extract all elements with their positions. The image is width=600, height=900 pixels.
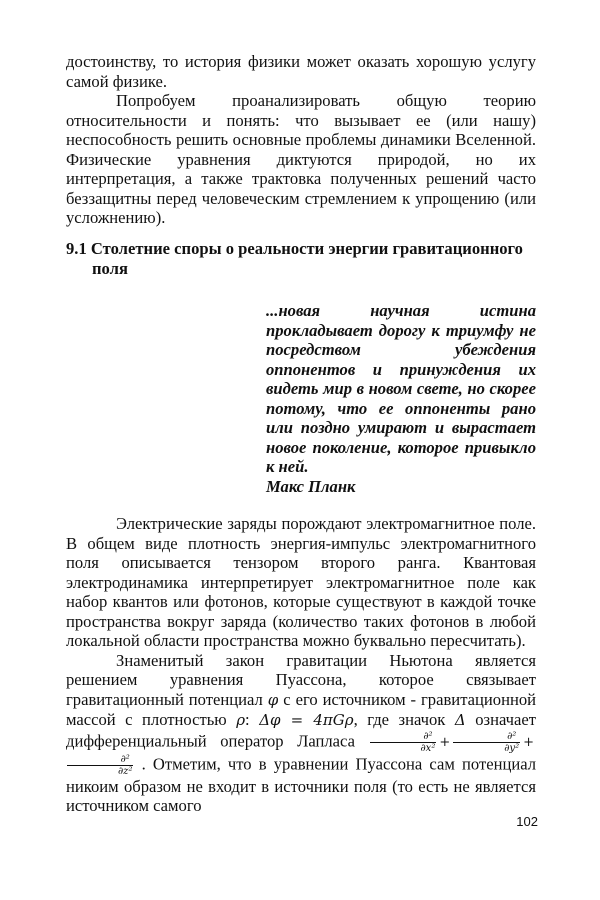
body-text-block: [66, 514, 536, 816]
text-colon: :: [245, 710, 250, 729]
paragraph-newton-poisson: [66, 651, 536, 816]
plus-sign: +: [439, 734, 451, 750]
section-title-line2: поля: [92, 258, 128, 278]
fraction-numerator: ∂²: [370, 731, 437, 743]
section-title-line1: Столетние споры о реальности энергии гравитационного: [90, 239, 523, 258]
symbol-phi: φ: [267, 690, 279, 709]
epigraph-quote: ...новая научная истина прокладывает дорогу к триумфу не посредством убеждения оппонентов и принуждения их видеть мир в новом свете, но скорее потому, что ее оппоненты рано или поздно умирают и вырастает новое поколение, которое привыкло к ней.: [266, 301, 536, 476]
fraction-numerator: ∂²: [453, 731, 520, 743]
poisson-equation: Δφ = 4πGρ: [259, 711, 354, 729]
fraction-d2-dx2: [370, 731, 437, 754]
fraction-denominator: ∂x²: [420, 742, 436, 754]
text-source-mass: с его источником - гравитационной массой с плотностью: [66, 689, 537, 729]
paragraph-continuation: достоинству, то история физики может оказать хорошую услугу самой физике.: [66, 52, 536, 91]
fraction-d2-dz2: [67, 754, 133, 777]
plus-sign: +: [523, 734, 534, 750]
epigraph: [266, 301, 536, 496]
fraction-d2-dy2: [453, 731, 520, 754]
text-laplace-operator: означает дифференциальный оператор Лапласа: [66, 710, 536, 750]
symbol-delta: Δ: [454, 711, 466, 729]
page-number: 102: [516, 814, 538, 829]
paragraph-electric-charges: Электрические заряды порождают электромагнитное поле. В общем виде плотность энергия-импульс электромагнитного поля описывается тензором второго ранга. Квантовая электродинамика интерпретирует электромагнитное поле как набор квантов или фотонов, которые существуют в каждой точке пространства вокруг заряда (количество таких фотонов в любой локальной области пространства можно буквально пересчитать).: [66, 514, 536, 650]
section-number: 9.1: [66, 239, 87, 258]
fraction-numerator: ∂²: [67, 754, 133, 766]
epigraph-author: Макс Планк: [266, 476, 356, 496]
section-heading: [66, 239, 536, 278]
text-note-poisson: . Отметим, что в уравнении Пуассона сам потенциал никоим образом не входит в источники поля (то есть не является источником самого: [66, 753, 536, 815]
fraction-denominator: ∂y²: [504, 742, 520, 754]
text-newton-law: Знаменитый закон гравитации Ньютона является решением уравнения Пуассона, которое связывает гравитационный потенциал: [66, 650, 536, 709]
text-where-symbol: , где значок: [353, 710, 446, 729]
paragraph-general-relativity: Попробуем проанализировать общую теорию относительности и понять: что вызывает ее (или нашу) неспособность решить основные проблемы динамики Вселенной. Физические уравнения диктуются природой, но их интерпретация, а также трактовка полученных решений часто беззащитны перед человеческим стремлением к упрощению (или усложнению).: [66, 91, 536, 227]
top-text-block: [66, 52, 536, 228]
fraction-denominator: ∂z²: [118, 765, 133, 777]
symbol-rho: ρ: [236, 711, 246, 729]
